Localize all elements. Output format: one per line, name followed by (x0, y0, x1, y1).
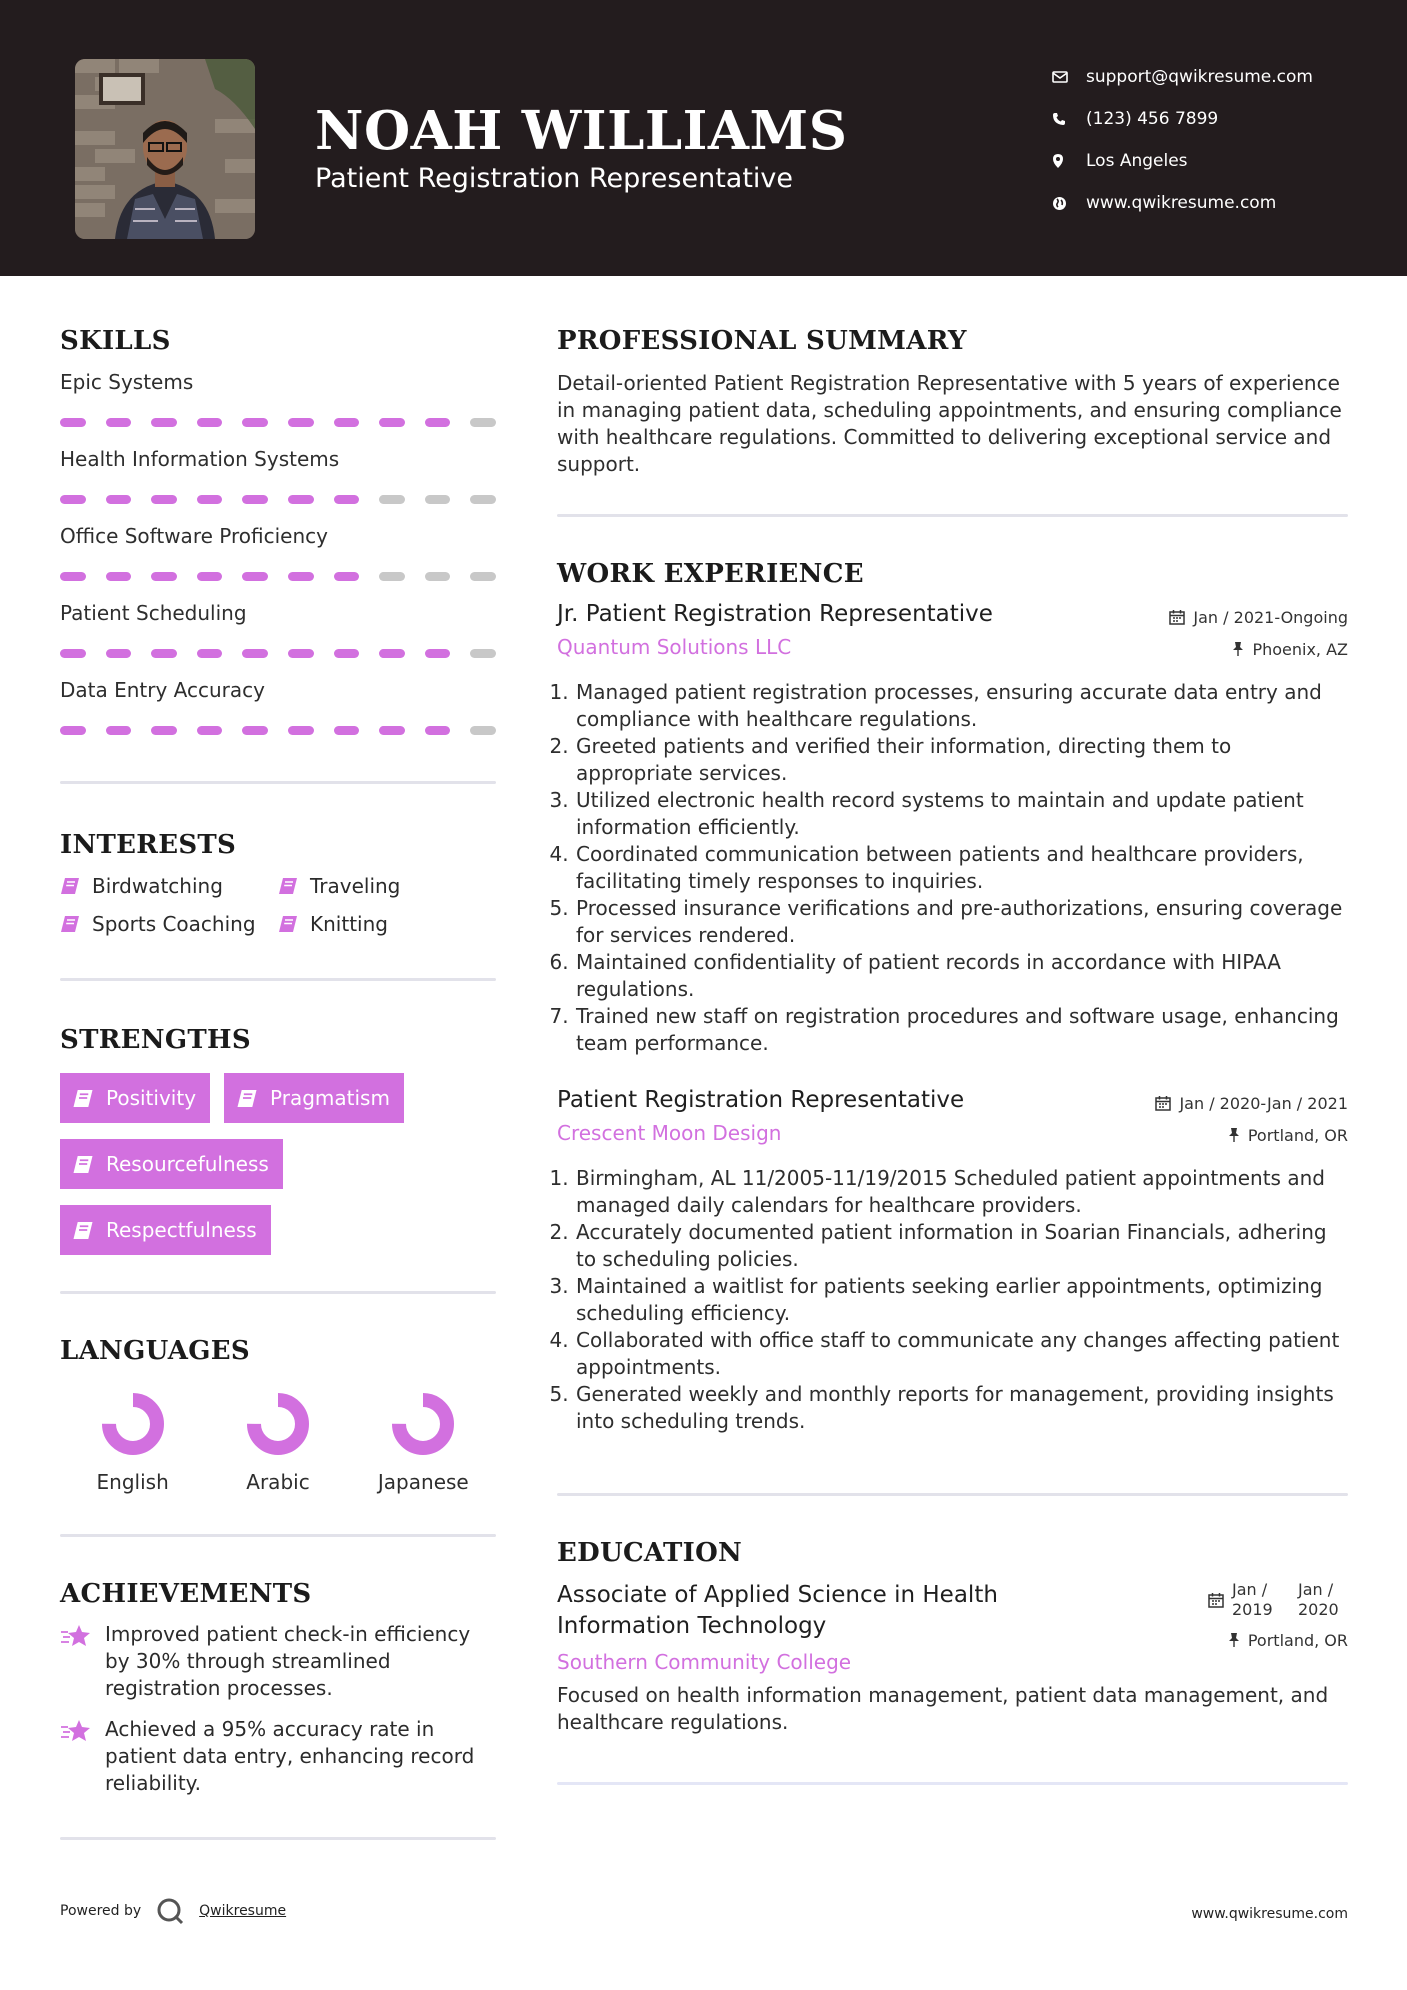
qwikresume-link[interactable]: Qwikresume (199, 1903, 287, 1919)
job-location-text: Portland, OR (1247, 1125, 1348, 1145)
footer-url[interactable]: www.qwikresume.com (1191, 1906, 1348, 1922)
language-name: English (96, 1470, 169, 1494)
skill-dot (242, 649, 268, 658)
interest-label: Knitting (310, 912, 388, 936)
section-divider (557, 514, 1348, 517)
job-location (1169, 633, 1348, 665)
company-name: Crescent Moon Design (557, 1121, 782, 1145)
language-level-ring (246, 1392, 310, 1456)
skill-dot (60, 726, 86, 735)
skill-dot (151, 418, 177, 427)
skill-dot (242, 418, 268, 427)
experience-title: WORK EXPERIENCE (557, 559, 864, 589)
skill-dot (379, 418, 405, 427)
skill-rating (60, 726, 496, 735)
resume-header (0, 0, 1407, 276)
skill-dot (334, 649, 360, 658)
degree-title: Associate of Applied Science in Health Information Technology (557, 1582, 998, 1639)
skill-dot (379, 726, 405, 735)
job-bullet: 1. Managed patient registration processes, ensuring accurate data entry and compliance with healthcare regulations. (575, 679, 1348, 733)
job-bullet: 5. Generated weekly and monthly reports for management, providing insights into scheduling trends. (575, 1381, 1348, 1435)
languages-title: LANGUAGES (60, 1336, 250, 1366)
language-item (60, 1392, 205, 1494)
skill-dot (242, 495, 268, 504)
skill-dot (334, 495, 360, 504)
contact-list (1052, 56, 1313, 224)
language-name: Arabic (246, 1470, 310, 1494)
skill-dot (334, 572, 360, 581)
skill-dot (197, 418, 223, 427)
skill-dot (379, 495, 405, 504)
job-title: Jr. Patient Registration Representative (557, 601, 993, 627)
right-column (557, 300, 1348, 1785)
education-description: Focused on health information management, patient data management, and healthcare regulations. (557, 1683, 1329, 1734)
skill-label: Epic Systems (60, 370, 194, 394)
skill-dot (379, 649, 405, 658)
education-location (1208, 1624, 1348, 1656)
section-divider (60, 1291, 496, 1294)
skill-dot (425, 726, 451, 735)
footer-powered-by (60, 1896, 286, 1926)
strength-label: Pragmatism (270, 1086, 390, 1110)
skill-rating (60, 649, 496, 658)
interest-item (278, 874, 478, 898)
job-bullet: 1. Birmingham, AL 11/2005-11/19/2015 Scheduled patient appointments and managed daily calendars for healthcare providers. (575, 1165, 1348, 1219)
star-icon (60, 1621, 105, 1702)
contact-phone-text: (123) 456 7899 (1086, 109, 1219, 129)
job-bullet: 3. Maintained a waitlist for patients seeking earlier appointments, optimizing scheduling efficiency. (575, 1273, 1348, 1327)
skill-dot (106, 726, 132, 735)
achievement-item (60, 1716, 496, 1797)
job-location-text: Phoenix, AZ (1252, 639, 1348, 659)
summary-title: PROFESSIONAL SUMMARY (557, 326, 967, 356)
job-bullet: 4. Collaborated with office staff to communicate any changes affecting patient appointments. (575, 1327, 1348, 1381)
book-icon (278, 877, 298, 895)
strength-chip (60, 1139, 283, 1189)
job-dates-text: Jan / 2020-Jan / 2021 (1179, 1093, 1348, 1113)
job-bullet: 2. Greeted patients and verified their information, directing them to appropriate services. (575, 733, 1348, 787)
job-title: Patient Registration Representative (557, 1087, 965, 1113)
strengths-section (60, 1025, 496, 1255)
skill-dot (106, 572, 132, 581)
company-name: Quantum Solutions LLC (557, 635, 792, 659)
job-entry (557, 601, 1348, 1057)
skill-dot (288, 418, 314, 427)
interest-label: Traveling (310, 874, 401, 898)
interest-label: Birdwatching (92, 874, 223, 898)
achievement-item (60, 1621, 496, 1702)
book-icon (236, 1089, 258, 1108)
education-start: Jan / 2019 (1232, 1580, 1273, 1619)
education-section (557, 1538, 1348, 1736)
skill-rating (60, 495, 496, 504)
job-dates (1155, 1087, 1348, 1119)
experience-section (557, 559, 1348, 1435)
job-bullet: 5. Processed insurance verifications and pre-authorizations, ensuring coverage for services rendered. (575, 895, 1348, 949)
job-bullet: 2. Accurately documented patient information in Soarian Financials, adhering to scheduling policies. (575, 1219, 1348, 1273)
summary-section (557, 326, 1348, 478)
strength-label: Resourcefulness (106, 1152, 269, 1176)
skill-label: Health Information Systems (60, 447, 340, 471)
skill-dot (197, 649, 223, 658)
contact-location-text: Los Angeles (1086, 151, 1188, 171)
contact-location (1052, 140, 1313, 182)
skill-dot (288, 649, 314, 658)
pin-icon (1228, 1632, 1240, 1648)
language-level-ring (101, 1392, 165, 1456)
section-divider (60, 978, 496, 981)
skill-dot (151, 572, 177, 581)
book-icon (60, 915, 80, 933)
skill-dot (60, 418, 86, 427)
skill-dot (242, 572, 268, 581)
strength-chip (60, 1205, 271, 1255)
location-icon (1052, 153, 1086, 169)
skill-dot (197, 495, 223, 504)
skill-label: Office Software Proficiency (60, 524, 328, 548)
book-icon (278, 915, 298, 933)
candidate-role: Patient Registration Representative (315, 163, 794, 194)
skill-dot (425, 495, 451, 504)
pin-icon (1228, 1127, 1240, 1143)
interest-item (278, 912, 478, 936)
skill-dot (425, 418, 451, 427)
languages-section (60, 1336, 496, 1494)
section-divider (60, 781, 496, 784)
skill-dot (151, 649, 177, 658)
skill-dot (288, 495, 314, 504)
strength-chip (224, 1073, 404, 1123)
education-location-text: Portland, OR (1247, 1630, 1348, 1650)
language-level-arc (254, 1400, 302, 1448)
interest-item (60, 874, 278, 898)
contact-email[interactable] (1052, 56, 1313, 98)
star-icon (60, 1716, 105, 1797)
interests-section (60, 830, 496, 936)
skill-dot (106, 495, 132, 504)
language-level-arc (109, 1400, 157, 1448)
job-entry (557, 1087, 1348, 1435)
interests-title: INTERESTS (60, 830, 237, 860)
achievement-text: Improved patient check-in efficiency by 30% through streamlined registration processes. (105, 1622, 471, 1700)
contact-website-text: www.qwikresume.com (1086, 193, 1277, 213)
language-name: Japanese (377, 1470, 469, 1494)
skill-rating (60, 572, 496, 581)
language-item (351, 1392, 496, 1494)
skill-dot (197, 572, 223, 581)
skills-title: SKILLS (60, 326, 171, 356)
pin-icon (1232, 641, 1244, 657)
achievements-section (60, 1579, 496, 1797)
strength-label: Respectfulness (106, 1218, 257, 1242)
skill-dot (470, 572, 496, 581)
skill-dot (288, 572, 314, 581)
section-divider (557, 1782, 1348, 1785)
skill-dot (242, 726, 268, 735)
skill-dot (379, 572, 405, 581)
job-location (1155, 1119, 1348, 1151)
skills-section (60, 326, 496, 735)
job-bullet: 7. Trained new staff on registration procedures and software usage, enhancing team performance. (575, 1003, 1348, 1057)
skill-dot (470, 726, 496, 735)
job-bullets (557, 1165, 1348, 1435)
qwikresume-logo-icon (155, 1896, 185, 1926)
skill-dot (60, 495, 86, 504)
skill-dot (60, 649, 86, 658)
education-title: EDUCATION (557, 1538, 743, 1568)
skill-rating (60, 418, 496, 427)
skill-dot (425, 649, 451, 658)
skill-dot (106, 418, 132, 427)
skill-dot (470, 418, 496, 427)
skill-dot (470, 649, 496, 658)
powered-by-label: Powered by (60, 1903, 142, 1919)
education-end: Jan / 2020 (1298, 1580, 1339, 1619)
skill-dot (425, 572, 451, 581)
strength-chip (60, 1073, 210, 1123)
achievement-text: Achieved a 95% accuracy rate in patient data entry, enhancing record reliability. (105, 1717, 475, 1795)
language-level-ring (391, 1392, 455, 1456)
globe-icon (1052, 196, 1086, 211)
job-bullet: 6. Maintained confidentiality of patient records in accordance with HIPAA regulations. (575, 949, 1348, 1003)
contact-phone[interactable] (1052, 98, 1313, 140)
book-icon (72, 1089, 94, 1108)
skill-dot (106, 649, 132, 658)
skills-list (60, 370, 496, 735)
strength-label: Positivity (106, 1086, 197, 1110)
profile-photo (75, 59, 255, 239)
skill-label: Data Entry Accuracy (60, 678, 265, 702)
job-dates (1169, 601, 1348, 633)
section-divider (557, 1493, 1348, 1496)
language-level-arc (399, 1400, 447, 1448)
education-dates (1208, 1580, 1348, 1620)
calendar-icon (1155, 1095, 1171, 1111)
skill-label: Patient Scheduling (60, 601, 247, 625)
skill-dot (60, 572, 86, 581)
skill-dot (151, 495, 177, 504)
strengths-title: STRENGTHS (60, 1025, 251, 1055)
skill-dot (334, 726, 360, 735)
book-icon (72, 1221, 94, 1240)
section-divider (60, 1534, 496, 1537)
skill-dot (197, 726, 223, 735)
job-dates-text: Jan / 2021-Ongoing (1193, 607, 1348, 627)
skill-dot (334, 418, 360, 427)
contact-website[interactable] (1052, 182, 1313, 224)
book-icon (60, 877, 80, 895)
job-bullets (557, 679, 1348, 1057)
skill-dot (470, 495, 496, 504)
envelope-icon (1052, 71, 1086, 83)
job-bullet: 4. Coordinated communication between patients and healthcare providers, facilitating timely responses to inquiries. (575, 841, 1348, 895)
job-bullet: 3. Utilized electronic health record systems to maintain and update patient information efficiently. (575, 787, 1348, 841)
left-column (60, 300, 496, 1840)
phone-icon (1052, 112, 1086, 126)
interest-item (60, 912, 278, 936)
skill-dot (288, 726, 314, 735)
interest-label: Sports Coaching (92, 912, 256, 936)
summary-text: Detail-oriented Patient Registration Representative with 5 years of experience in managing patient data, scheduling appointments, and ensuring compliance with healthcare regulations. Committed to delivering exceptional service and support. (557, 371, 1342, 476)
calendar-icon (1208, 1592, 1224, 1608)
skill-dot (151, 726, 177, 735)
book-icon (72, 1155, 94, 1174)
contact-email-text: support@qwikresume.com (1086, 67, 1313, 87)
school-name: Southern Community College (557, 1650, 852, 1674)
language-item (205, 1392, 350, 1494)
candidate-name: NOAH WILLIAMS (315, 100, 848, 162)
section-divider (60, 1837, 496, 1840)
calendar-icon (1169, 609, 1185, 625)
achievements-title: ACHIEVEMENTS (60, 1579, 312, 1609)
